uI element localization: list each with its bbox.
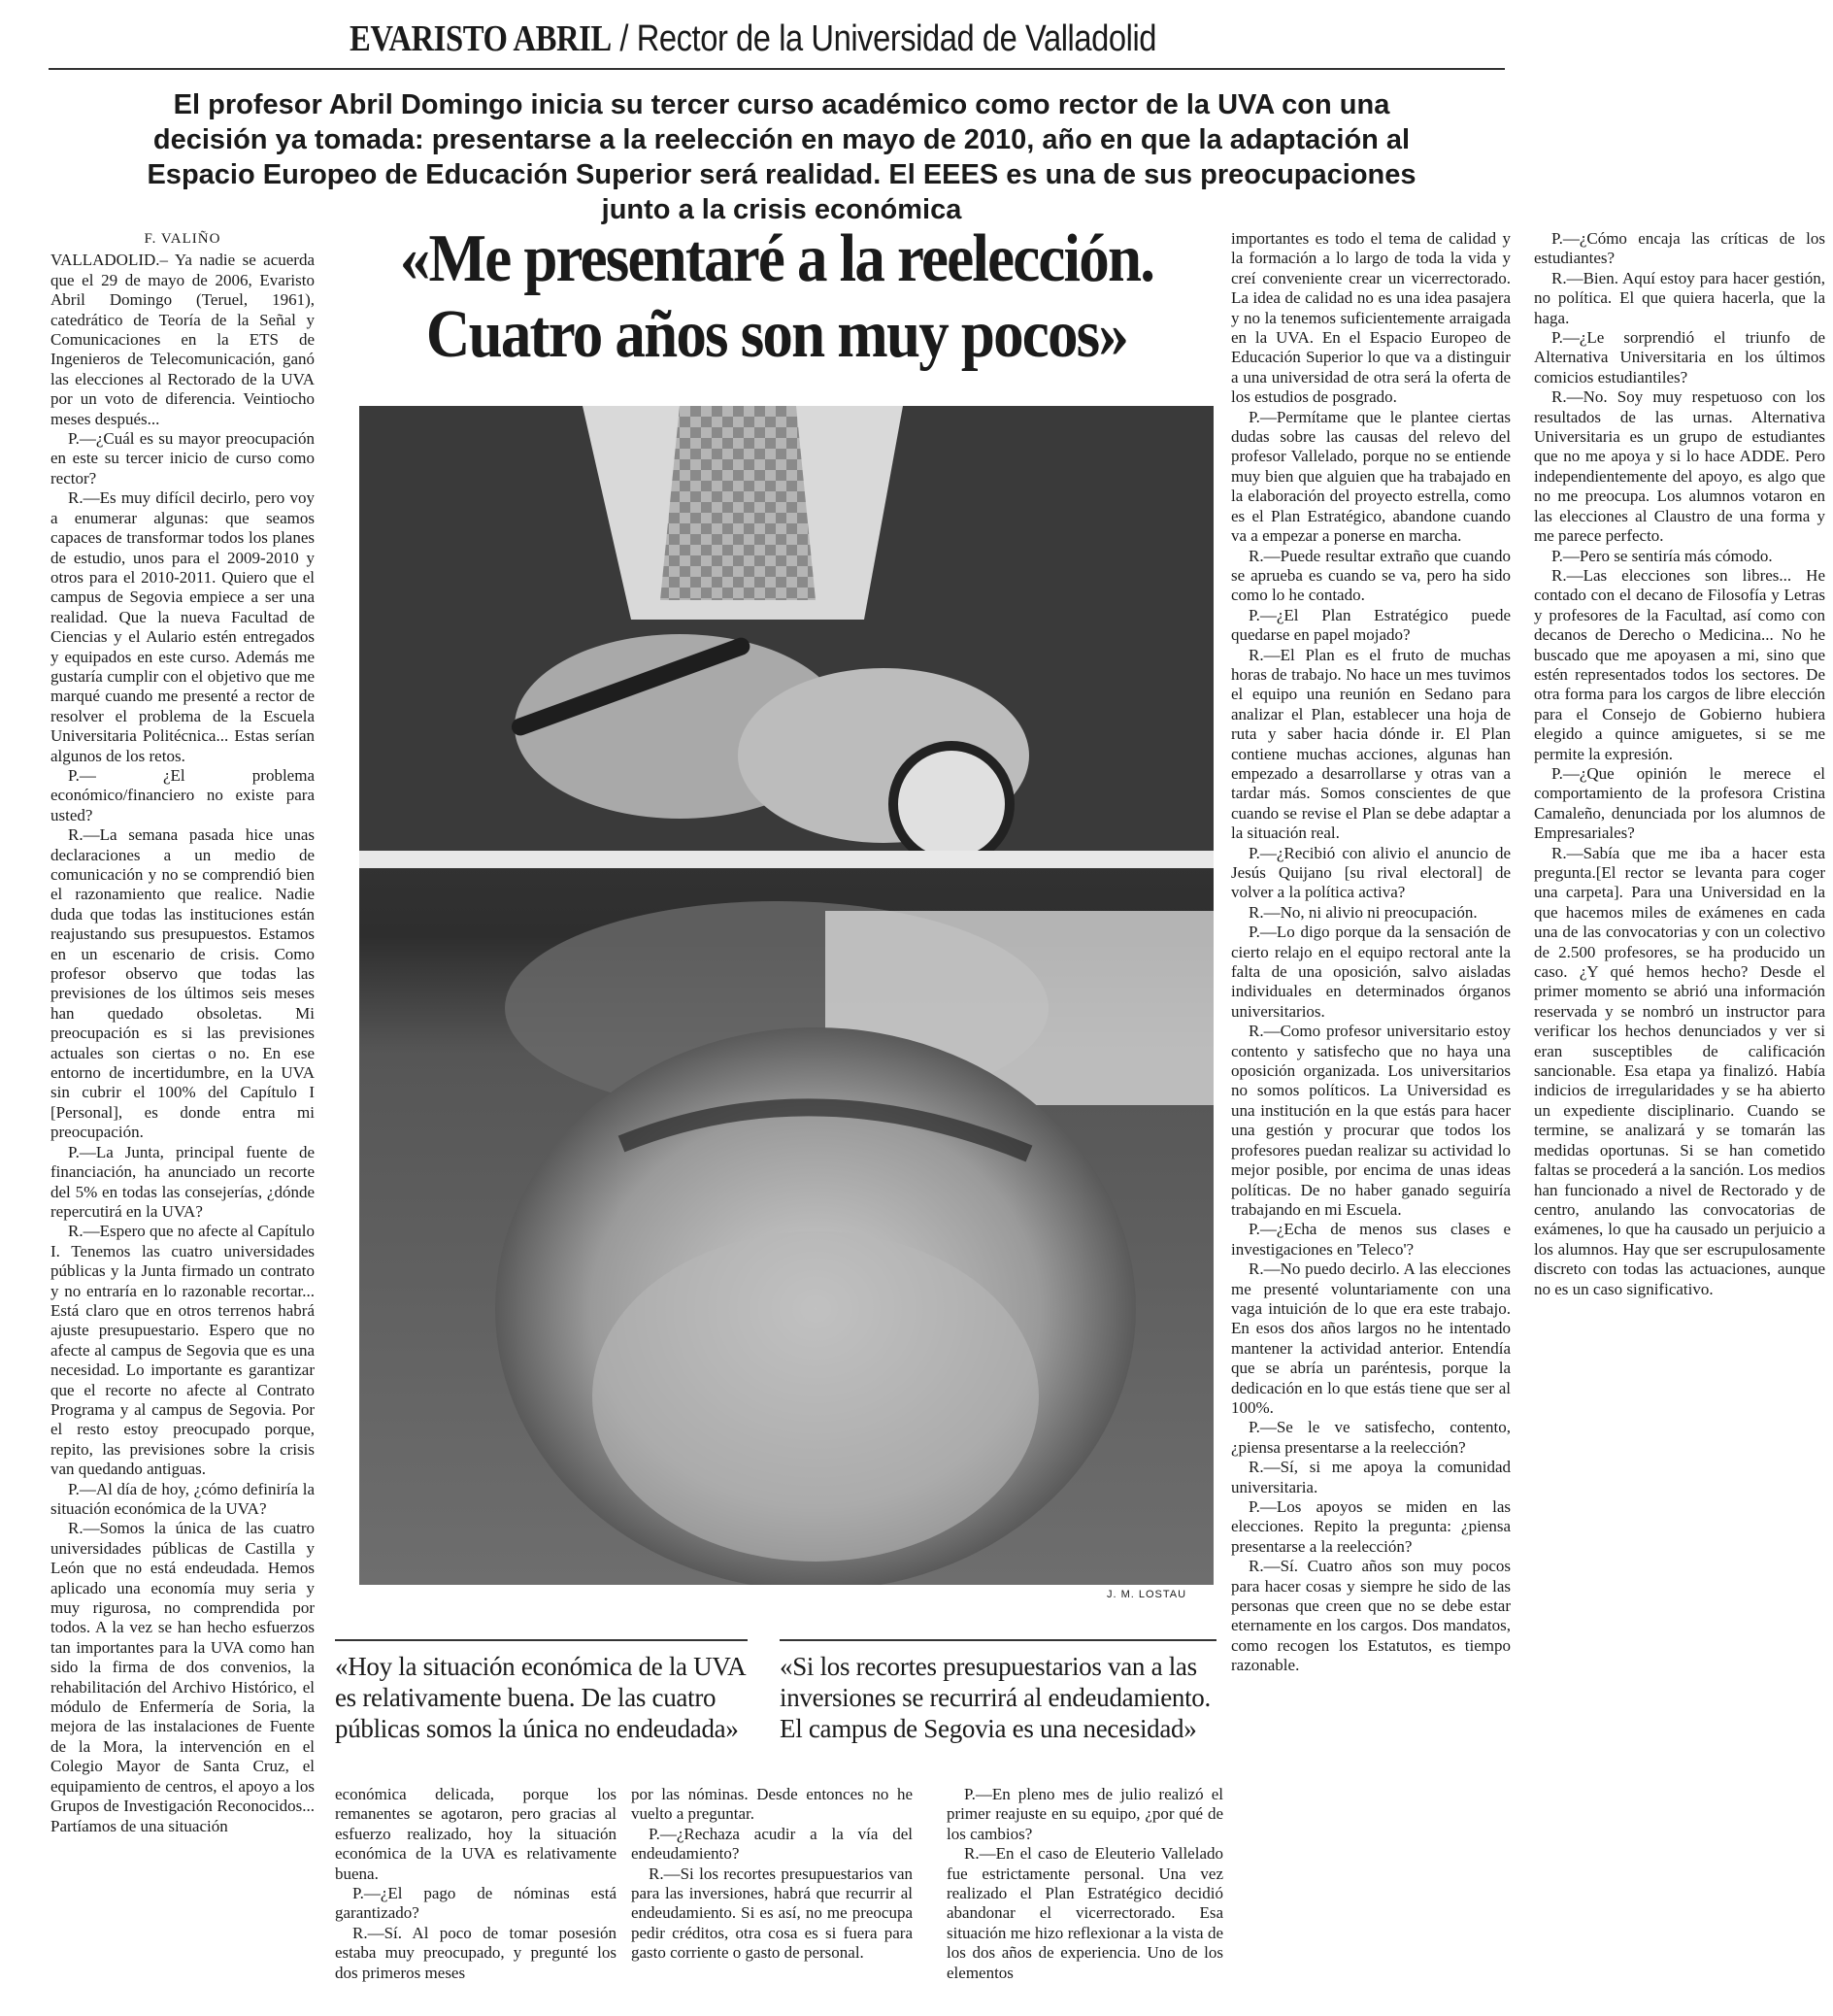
interview-paragraph: P.—Pero se sentiría más cómodo. xyxy=(1551,546,1773,565)
interview-paragraph: R.—El Plan es el fruto de muchas horas de trabajo. No hace un mes tuvimos el equipo una reunión en Sedano para analizar el Plan, establecer una hoja de ruta y saber hacia dónde ir. El Plan contiene muchas acciones, algunas han empezado a desarrollarse y otras van a tardar más. Somos conscientes de que cuando se revise el Plan se debe adaptar a la situación real. xyxy=(1231,645,1511,843)
pullquote-1: «Hoy la situación económica de la UVA es relativamente buena. De las cuatro públicas somos la única no endeudada» xyxy=(335,1652,745,1743)
interview-paragraph: P.—Se le ve satisfecho, contento, ¿piensa presentarse a la reelección? xyxy=(1231,1418,1511,1457)
interview-paragraph: P.—Al día de hoy, ¿cómo definiría la situación económica de la UVA? xyxy=(50,1479,315,1518)
interview-paragraph: P.—La Junta, principal fuente de financiación, ha anunciado un recorte del 5% en todas las consejerías, ¿dónde repercutirá en la UVA? xyxy=(50,1142,315,1221)
headline-line-1: «Me presentaré a la reelección. xyxy=(399,221,1154,296)
article-column-2 xyxy=(335,1785,617,2013)
interviewee-name: EVARISTO ABRIL xyxy=(350,18,612,59)
interview-paragraph: R.—Sí. Cuatro años son muy pocos para hacer cosas y siempre he sido de las personas que creen que no se debe estar eternamente en los cargos. Dos mandatos, como recogen los Estatutos, es tiempo razonable. xyxy=(1231,1557,1511,1675)
interview-paragraph: R.—Puede resultar extraño que cuando se aprueba es cuando se va, pero ha sido como lo he contado. xyxy=(1231,546,1511,605)
interview-paragraph: P.—¿Echa de menos sus clases e investigaciones en 'Teleco'? xyxy=(1231,1220,1511,1259)
article-column-6 xyxy=(1534,229,1825,1482)
byline: F. VALIÑO xyxy=(144,231,221,247)
interview-paragraph: P.—¿Cómo encaja las críticas de los estudiantes? xyxy=(1534,229,1825,268)
interview-paragraph: R.—Sabía que me iba a hacer esta pregunta.[El rector se levanta para coger una carpeta]. Para una Universidad en la que hacemos miles de exámenes en cada una de las convocatorias y con un colectivo de 2.500 profesores, se ha producido un caso. ¿Y qué hemos hecho? Desde el primer momento se abrió una información reservada y se nombró un instructor para verificar los hechos denunciados y ver si eran susceptibles de calificación sancionable. Esa etapa ya finalizó. Había indicios de irregularidades y se ha abierto un expediente disciplinario. Cuando se termine, se analizará y se tomarán las medidas oportunas. Si se han cometido faltas se procederá a la sanción. Los medios han funcionado a nivel de Rectorado y de centro, anulando las convocatorias de exámenes, lo que ha causado un perjuicio a los alumnos. Hay que ser escrupulosamente discreto con todas las actuaciones, aunque no es un caso significativo. xyxy=(1534,843,1825,1298)
interview-paragraph: R.—Somos la única de las cuatro universidades públicas de Castilla y León que no está endeudada. Hemos aplicado una economía muy seria y muy rigurosa, no comprendida por todos. A la vez se han hecho esfuerzos tan importantes para la UVA como han sido la firma de dos convenios, la rehabilitación del Archivo Histórico, el módulo de Enfermería de Soria, la mejora de las instalaciones de Fuente de la Mora, la intervención en el Colegio Mayor de Santa Cruz, el equipamiento de centros, el apoyo a los Grupos de Investigación Reconocidos... Partíamos de una situación xyxy=(50,1519,315,1835)
interview-paragraph: R.—Si los recortes presupuestarios van para las inversiones, habrá que recurrir al endeudamiento. Si es así, no me preocupa pedir créditos, otra cosa es si fuera para gasto corriente o gasto de personal. xyxy=(631,1864,913,1963)
interview-paragraph: P.—¿El Plan Estratégico puede quedarse en papel mojado? xyxy=(1231,605,1511,645)
article-column-1 xyxy=(50,229,315,2016)
headline xyxy=(383,221,1170,373)
interview-paragraph: P.—¿Recibió con alivio el anuncio de Jesús Quijano [su rival electoral] de volver a la política activa? xyxy=(1231,843,1511,902)
article-column-4 xyxy=(947,1785,1223,2013)
pullquote-2: «Si los recortes presupuestarios van a las inversiones se recurrirá al endeudamiento. El campus de Segovia es una necesidad» xyxy=(780,1652,1211,1743)
interview-paragraph: R.—No puedo decirlo. A las elecciones me presenté voluntariamente con una vaga intuición de lo que era este trabajo. En esos dos años largos no he intentado mantener la actividad anterior. Entendía que se abría un paréntesis, porque la dedicación en lo que estás tiene que ser al 100%. xyxy=(1231,1260,1511,1417)
headline-line-2: Cuatro años son muy pocos» xyxy=(425,297,1128,372)
article-column-3 xyxy=(631,1785,913,2013)
portrait-photo xyxy=(359,406,1214,1585)
interview-paragraph: VALLADOLID.– Ya nadie se acuerda que el 29 de mayo de 2006, Evaristo Abril Domingo (Teruel, 1961), catedrático de Teoría de la Señal y Comunicaciones en la ETS de Ingenieros de Telecomunicación, ganó las elecciones al Rectorado de la UVA por un voto de diferencia. Veintiocho meses después... xyxy=(50,251,315,428)
interview-paragraph: R.—La semana pasada hice unas declaraciones a un medio de comunicación y no se comprendió bien el razonamiento que realice. Nadie duda que todas las instituciones están reajustando sus presupuestos. Estamos en un escenario de crisis. Como profesor observo que todas las previsiones de los últimos seis meses han quedado obsoletas. Mi preocupación es si las previsiones actuales son ciertas o no. En ese entorno de incertidumbre, en la UVA sin cubrir el 100% del Capítulo I [Personal], es donde entra mi preocupación. xyxy=(50,825,315,1142)
interview-paragraph: P.—Permítame que le plantee ciertas dudas sobre las causas del relevo del profesor Vallelado, porque no se entiende muy bien que alguien que ha trabajado en la elaboración del proyecto estrella, como es el Plan Estratégico, abandone cuando va a empezar a ponerse en marcha. xyxy=(1231,407,1511,546)
interview-paragraph: P.—¿Rechaza acudir a la vía del endeudamiento? xyxy=(631,1824,913,1864)
interviewee-role: Rector de la Universidad de Valladolid xyxy=(636,18,1157,59)
article-column-5 xyxy=(1231,229,1511,2006)
column-1-body xyxy=(50,251,315,1836)
interview-paragraph: R.—En el caso de Eleuterio Vallelado fue estrictamente personal. Una vez realizado el Plan Estratégico decidió abandonar el vicerrectorado. Esa situación me hizo reflexionar a la vista de los dos años de experiencia. Uno de los elementos xyxy=(947,1844,1223,1982)
interview-paragraph: económica delicada, porque los remanentes se agotaron, pero gracias al esfuerzo realizado, hoy la situación económica de la UVA es relativamente buena. xyxy=(335,1785,617,1883)
photo-illustration xyxy=(359,406,1214,1585)
header-rule xyxy=(49,68,1505,70)
pullquote-2-rule xyxy=(780,1639,1216,1641)
pullquote-2-block xyxy=(780,1639,1216,1744)
interview-paragraph: P.—¿Que opinión le merece el comportamiento de la profesora Cristina Camaleño, denunciada por los alumnos de Empresariales? xyxy=(1534,763,1825,843)
kicker-separator: / xyxy=(611,18,637,59)
interview-paragraph: importantes es todo el tema de calidad y la formación a lo largo de toda la vida y creí conveniente crear un vicerrectorado. La idea de calidad no es una idea pasajera y no la tenemos suficientemente arraigada en la UVA. En el Espacio Europeo de Educación Superior lo que va a distinguir a una universidad de otra será la oferta de los estudios de posgrado. xyxy=(1231,229,1511,407)
section-kicker xyxy=(350,17,1156,60)
interview-paragraph: por las nóminas. Desde entonces no he vuelto a preguntar. xyxy=(631,1785,913,1824)
interview-paragraph: R.—Las elecciones son libres... He contado con el decano de Filosofía y Letras y profesores de la Facultad, así como con decanos de Derecho o Medicina... No he buscado que me apoyasen a mi, sino que estén representados todos los sectores. De otra forma para los cargos de libre elección para el Consejo de Gobierno hubiera elegido a quince amiguetes, si se me permite la expresión. xyxy=(1534,565,1825,763)
interview-paragraph: R.—Es muy difícil decirlo, pero voy a enumerar algunas: que seamos capaces de transformar todos los planes de estudio, unos para el 2009-2010 y otros para el 2010-2011. Quiero que el campus de Segovia empiece a ser una realidad. Que la nueva Facultad de Ciencias y el Aulario estén entregados y equipados en este curso. Además me gustaría cumplir con el objetivo que me marqué cuando me presenté a rector de resolver el problema de la Escuela Universitaria Politécnica... Estas serían algunos de los retos. xyxy=(50,488,315,765)
interview-paragraph: P.—¿Le sorprendió el triunfo de Alternativa Universitaria en los últimos comicios estudiantiles? xyxy=(1534,328,1825,386)
interview-paragraph: R.—Espero que no afecte al Capítulo I. Tenemos las cuatro universidades públicas y la Junta firmado un contrato y no entraría en lo razonable recortar... Está claro que en otros terrenos habrá ajuste presupuestario. Espero que no afecte al campus de Segovia que es una necesidad. Lo importante es garantizar que el recorte no afecte al Contrato Programa y al campus de Segovia. Por el resto estoy preocupado porque, repito, las previsiones sobre la crisis van quedando antiguas. xyxy=(50,1222,315,1479)
interview-paragraph: P.—¿El pago de nóminas está garantizado? xyxy=(335,1884,617,1923)
interview-paragraph: P.—En pleno mes de julio realizó el primer reajuste en su equipo, ¿por qué de los cambios? xyxy=(947,1785,1223,1843)
interview-paragraph: P.—Los apoyos se miden en las elecciones. Repito la pregunta: ¿piensa presentarse a la reelección? xyxy=(1231,1497,1511,1556)
interview-paragraph: P.—¿Cuál es su mayor preocupación en este su tercer inicio de curso como rector? xyxy=(50,429,315,487)
lede-paragraph: El profesor Abril Domingo inicia su tercer curso académico como rector de la UVA con una decisión ya tomada: presentarse a la reelección en mayo de 2010, año en que la adaptación al Espacio Europeo de Educación Superior será realidad. El EEES es una de sus preocupaciones junto a la crisis económica xyxy=(147,89,1416,225)
interview-paragraph: R.—Bien. Aquí estoy para hacer gestión, no política. El que quiera hacerla, que la haga. xyxy=(1534,268,1825,327)
interview-paragraph: R.—No. Soy muy respetuoso con los resultados de las urnas. Alternativa Universitaria es un grupo de estudiantes que no me apoya y si lo hace ADDE. Pero independientemente del apoyo, es algo que no me preocupa. Los alumnos votaron en las elecciones al Claustro de una forma y me parece perfecto. xyxy=(1534,387,1825,546)
interview-paragraph: R.—No, ni alivio ni preocupación. xyxy=(1249,902,1478,922)
interview-paragraph: R.—Sí. Al poco de tomar posesión estaba muy preocupado, y pregunté los dos primeros meses xyxy=(335,1923,617,1982)
pullquote-1-block xyxy=(335,1639,748,1744)
interview-paragraph: R.—Como profesor universitario estoy contento y satisfecho que no haya una oposición organizada. Los universitarios no somos políticos. La Universidad es una institución en la que estás para hacer una gestión y procurar que todos los profesores puedan realizar su actividad lo mejor posible, por encima de unas ideas políticas. De no haber ganado seguiría trabajando en mi Escuela. xyxy=(1231,1022,1511,1219)
interview-paragraph: P.—Lo digo porque da la sensación de cierto relajo en el equipo rectoral ante la falta de una oposición, salvo aisladas individuales en determinados órganos universitarios. xyxy=(1231,923,1511,1021)
photo-credit: J. M. LOSTAU xyxy=(1107,1589,1187,1600)
interview-paragraph: P.— ¿El problema económico/financiero no existe para usted? xyxy=(50,765,315,824)
pullquote-1-rule xyxy=(335,1639,748,1641)
interview-paragraph: R.—Sí, si me apoya la comunidad universitaria. xyxy=(1231,1458,1511,1496)
